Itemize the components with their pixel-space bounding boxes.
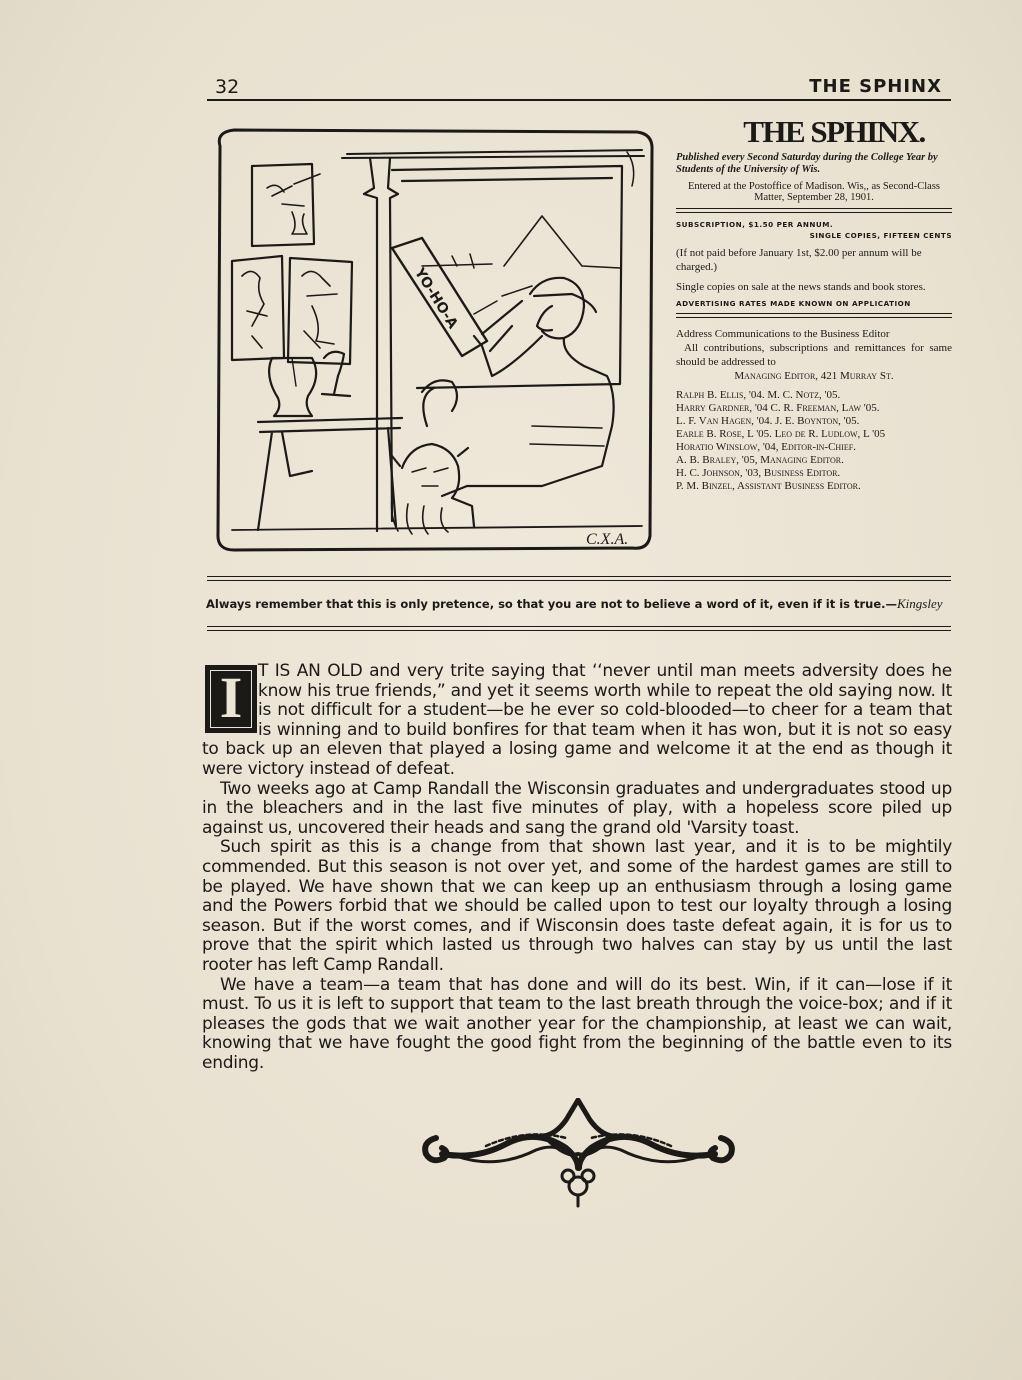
managing-editor-address: Managing Editor, 421 Murray St. — [734, 370, 894, 382]
staff-line: A. B. Braley, '05, Managing Editor. — [676, 454, 844, 466]
artist-signature: C.X.A. — [586, 531, 629, 548]
drop-cap-letter: I — [219, 665, 243, 730]
address-line: Address Communications to the Business Editor — [676, 328, 890, 340]
section-rule — [207, 576, 951, 581]
news-stands-note: Single copies on sale at the news stands and book stores. — [676, 281, 926, 293]
ornament-tailpiece — [416, 1098, 741, 1210]
masthead-title: THE SPHINX. — [743, 114, 925, 149]
page-number: 32 — [215, 76, 240, 98]
staff-line: P. M. Binzel, Assistant Business Editor. — [676, 480, 861, 492]
single-copies-price: SINGLE COPIES, FIFTEEN CENTS — [809, 231, 952, 240]
motto — [206, 596, 954, 612]
staff-line: L. F. Van Hagen, '04. J. E. Boynton, '05. — [676, 415, 860, 427]
section-rule — [207, 626, 951, 631]
masthead-rule — [676, 208, 952, 213]
sphinx-cartoon-illustration — [212, 126, 657, 552]
motto-author: Kingsley — [897, 596, 943, 611]
motto-text: Always remember that this is only pretence, so that you are not to believe a word of it, even if it is true.— — [206, 597, 898, 611]
late-payment-note: (If not paid before January 1st, $2.00 per annum will be charged.) — [676, 247, 922, 273]
advertising-note: ADVERTISING RATES MADE KNOWN ON APPLICATION — [676, 299, 911, 308]
staff-list — [676, 389, 952, 493]
staff-line: Earle B. Rose, L '05. Leo de R. Ludlow, L '05 — [676, 428, 886, 440]
publication-note: Published every Second Saturday during the College Year by Students of the University of Wis. — [676, 152, 938, 175]
article-paragraph: T IS AN OLD and very trite saying that ‘‘never until man meets adversity does he know his true friends,” and yet it seems worth while to repeat the old saying now. It is not difficult for a student—be he ever so cold-blooded—to cheer for a team that is winning and to build bonfires for that team when it has won, but it is not so easy to back up an eleven that played a losing game and welcome it at the end as though it were victory instead of defeat. — [202, 661, 952, 779]
header-rule — [207, 99, 951, 101]
article-paragraph: We have a team—a team that has done and will do its best. Win, if it can—lose if it must. To us it is left to support that team to the last breath through the voice-box; and if it pleases the gods that we wait another year for the championship, at least we can wait, knowing that we have fought the good fight from the beginning of the battle even to its ending. — [202, 974, 952, 1073]
staff-line: Harry Gardner, '04 C. R. Freeman, Law '05. — [676, 402, 880, 414]
article-paragraph: Such spirit as this is a change from that shown last year, and it is to be mightily commended. But this season is not over yet, and some of the hardest games are still to be played. We have shown that we can keep up an enthusiasm through a losing game and the Powers forbid that we should be called upon to test our loyalty through a losing season. But if the worst comes, and if Wisconsin does taste defeat again, it is for us to prove that the spirit which lasted us through two halves can stay by us until the last rooter has left Camp Randall. — [202, 837, 952, 975]
staff-line: H. C. Johnson, '03, Business Editor. — [676, 467, 841, 479]
subscription-price: SUBSCRIPTION, $1.50 PER ANNUM. — [676, 220, 834, 229]
postoffice-entry: Entered at the Postoffice of Madison. Wis,, as Second-Class Matter, September 28, 1901. — [687, 181, 941, 203]
staff-line: Horatio Winslow, '04, Editor-in-Chief. — [676, 441, 856, 453]
contributions-note: All contributions, subscriptions and remittances for same should be addressed to — [676, 342, 952, 368]
staff-line: Ralph B. Ellis, '04. M. C. Notz, '05. — [676, 389, 841, 401]
article-paragraph: Two weeks ago at Camp Randall the Wisconsin graduates and undergraduates stood up in the bleachers and in the last five minutes of play, with a hopeless score piled up against us, uncovered their heads and sang the grand old 'Varsity toast. — [202, 778, 952, 838]
masthead — [676, 114, 952, 493]
running-title: THE SPHINX — [809, 76, 942, 97]
tablet-text: YO-HO-A — [410, 265, 461, 332]
masthead-rule — [676, 313, 952, 318]
editorial-article — [202, 662, 952, 1073]
address-block — [676, 327, 952, 383]
